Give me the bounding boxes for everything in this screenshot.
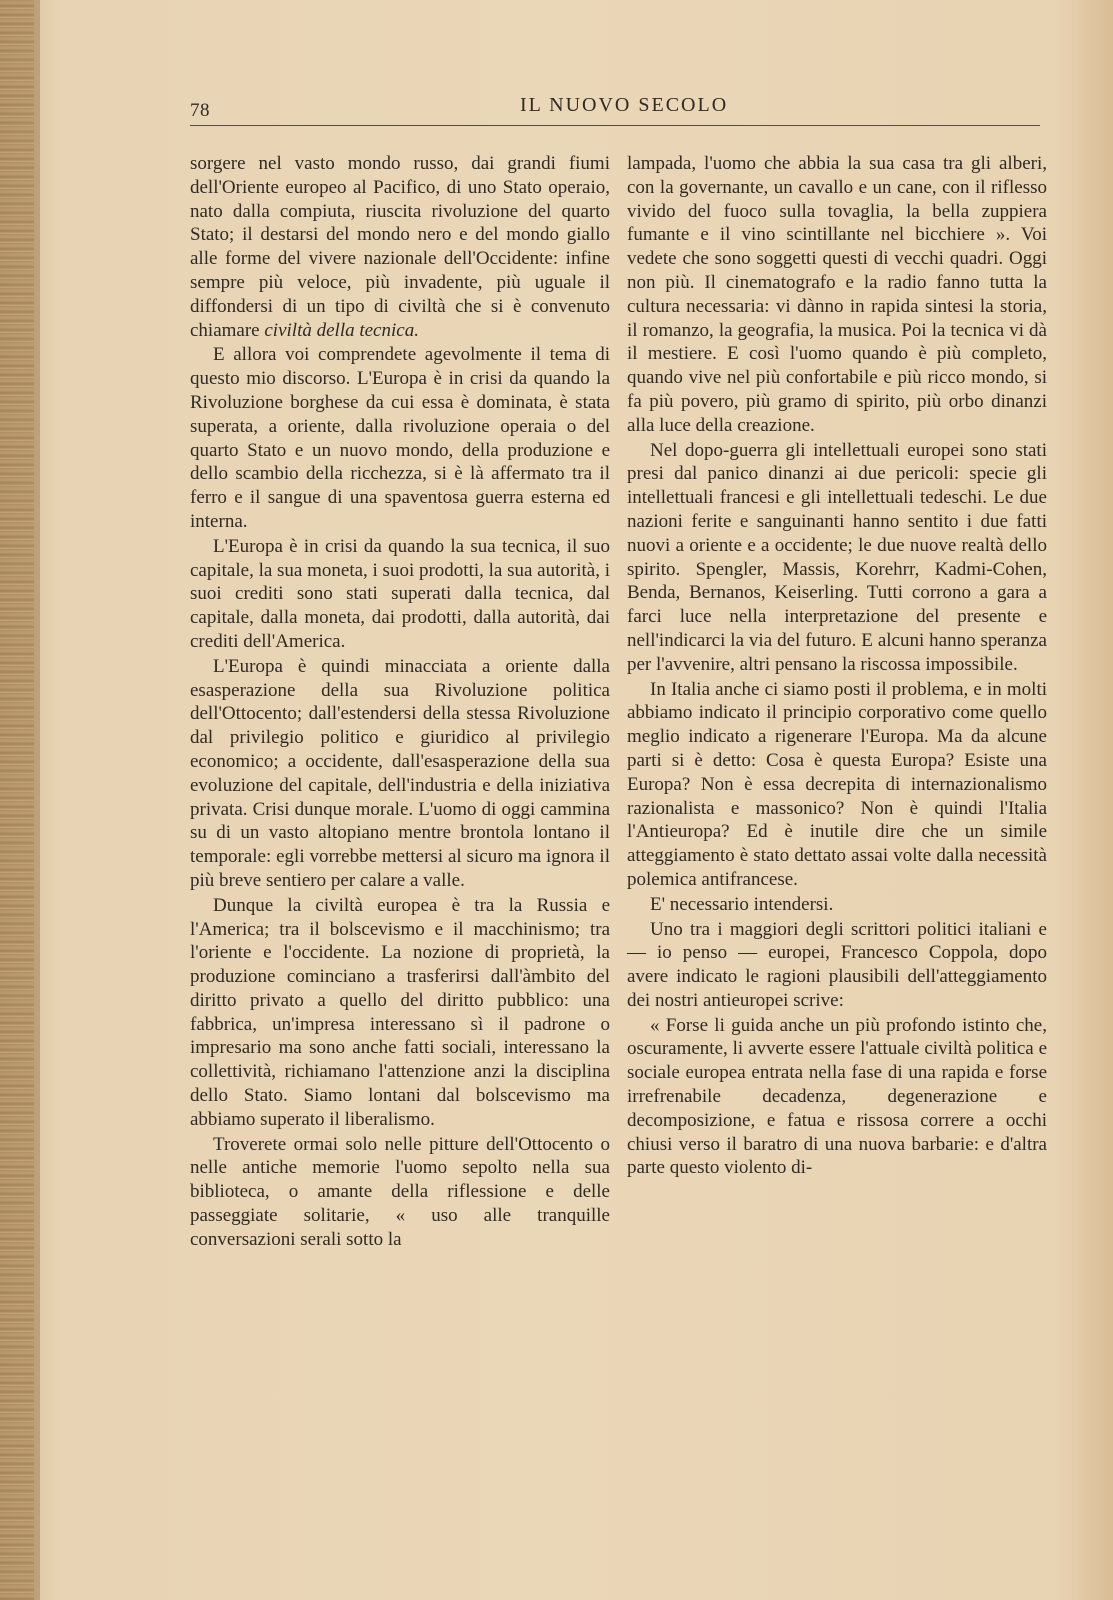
header-rule <box>190 125 1040 126</box>
paragraph: Nel dopo-guerra gli intellettuali europei sono stati presi dal panico dinanzi ai due pericoli: specie gli intellettuali francesi e gli intellettuali tedeschi. Le due nazioni ferite e sanguinanti hanno sentito i due fatti nuovi a oriente e a occidente; le due nuove realtà dello spirito. Spengler, Massis, Korehrr, Kadmi-Cohen, Benda, Bernanos, Keiserling. Tutti corrono a gara a farci luce nella interpretazione del presente e nell'indicarci la via del futuro. E alcuni hanno speranza per l'avvenire, altri pensano la riscossa impossibile. <box>627 439 1047 675</box>
left-column <box>190 152 610 1252</box>
paragraph: E allora voi comprendete agevolmente il tema di questo mio discorso. L'Europa è in crisi da quando la Rivoluzione borghese da cui essa è dominata, è stata superata, a oriente, dalla rivoluzione operaia o del quarto Stato e un nuovo mondo, della produzione e dello scambio della ricchezza, si è là affermato tra il ferro e il sangue di una spaventosa guerra esterna ed interna. <box>190 344 610 532</box>
binding-shadow <box>34 0 40 1600</box>
paragraph-text: sorgere nel vasto mondo russo, dai grandi fiumi dell'Oriente europeo al Pacifico, di uno Stato operaio, nato dalla compiuta, riuscita rivoluzione del quarto Stato; il destarsi del mondo nero e del mondo giallo alle forme del vivere nazionale dell'Occidente: infine sempre più veloce, più invadente, più uguale il diffondersi di un tipo di civiltà che si è convenuto chiamare <box>190 153 610 341</box>
paragraph: L'Europa è in crisi da quando la sua tecnica, il suo capitale, la sua moneta, i suoi prodotti, la sua autorità, i suoi crediti sono stati superati dalla tecnica, dal capitale, dalla moneta, dai prodotti, dalla autorità, dai crediti dell'America. <box>190 535 610 652</box>
italic-term: civiltà della tecnica. <box>264 319 419 341</box>
paragraph <box>190 152 610 342</box>
paragraph: E' necessario intendersi. <box>650 893 834 915</box>
page-number: 78 <box>190 100 210 121</box>
paragraph: In Italia anche ci siamo posti il problema, e in molti abbiamo indicato il principio corporativo come quello meglio indicato a rigenerare l'Europa. Ma da alcune parti si è detto: Cosa è questa Europa? Esiste una Europa? Non è essa decrepita di internazionalismo razionalista e massonico? Non è quindi l'Italia l'Antieuropa? Ed è inutile dire che un simile atteggiamento è stato dettato assai volte dalla necessità polemica antifrancese. <box>627 678 1047 890</box>
right-column <box>627 152 1047 1180</box>
paragraph: lampada, l'uomo che abbia la sua casa tra gli alberi, con la governante, un cavallo e un cane, con il riflesso vivido del fuoco sulla tovaglia, la bella zuppiera fumante e il vino scintillante nel bicchiere ». Voi vedete che sono soggetti questi di vecchi quadri. Oggi non più. Il cinematografo e la radio fanno tutta la cultura necessaria: vi dànno in rapida sintesi la storia, il romanzo, la geografia, la musica. Poi la tecnica vi dà il mestiere. E così l'uomo quando è più completo, quando vive nel più confortabile e più ricco mondo, si fa più povero, più gramo di spirito, più orbo dinanzi alla luce della creazione. <box>627 153 1047 436</box>
book-binding <box>0 0 34 1600</box>
running-title: IL NUOVO SECOLO <box>520 94 729 116</box>
paragraph: Uno tra i maggiori degli scrittori politici italiani e — io penso — europei, Francesco Coppola, dopo avere indicato le ragioni plausibili dell'atteggiamento dei nostri antieuropei scrive: <box>627 918 1047 1011</box>
paragraph: Troverete ormai solo nelle pitture dell'Ottocento o nelle antiche memorie l'uomo sepolto nella sua biblioteca, o amante della riflessione e delle passeggiate solitarie, « uso alle tranquille conversazioni serali sotto la <box>190 1133 610 1250</box>
paragraph: Dunque la civiltà europea è tra la Russia e l'America; tra il bolscevismo e il macchinismo; tra l'oriente e l'occidente. La nozione di proprietà, la produzione cominciano a trasferirsi dall'àmbito del diritto privato a quello del diritto pubblico: una fabbrica, un'impresa interessano sì il padrone o impresario ma sono anche fatti sociali, interessano la collettività, richiamano l'attenzione anzi la disciplina dello Stato. Siamo lontani dal bolscevismo ma abbiamo superato il liberalismo. <box>190 894 610 1130</box>
page-header <box>190 92 1040 128</box>
paragraph: L'Europa è quindi minacciata a oriente dalla esasperazione della sua Rivoluzione politica dell'Ottocento; dall'estendersi della stessa Rivoluzione dal privilegio politico e giuridico al privilegio economico; a occidente, dall'esasperazione della sua evoluzione del capitale, dell'industria e della iniziativa privata. Crisi dunque morale. L'uomo di oggi cammina su di un vasto altopiano mentre brontola lontano il temporale: egli vorrebbe mettersi al sicuro ma ignora il più breve sentiero per calare a valle. <box>190 655 610 891</box>
paragraph: « Forse li guida anche un più profondo istinto che, oscuramente, li avverte essere l'attuale civiltà politica e sociale europea entrata nella fase di una rapida e forse irrefrenabile decadenza, degenerazione e decomposizione, e fatua e rissosa correre a occhi chiusi verso il baratro di una nuova barbarie: e d'altra parte questo violento di- <box>627 1014 1047 1179</box>
